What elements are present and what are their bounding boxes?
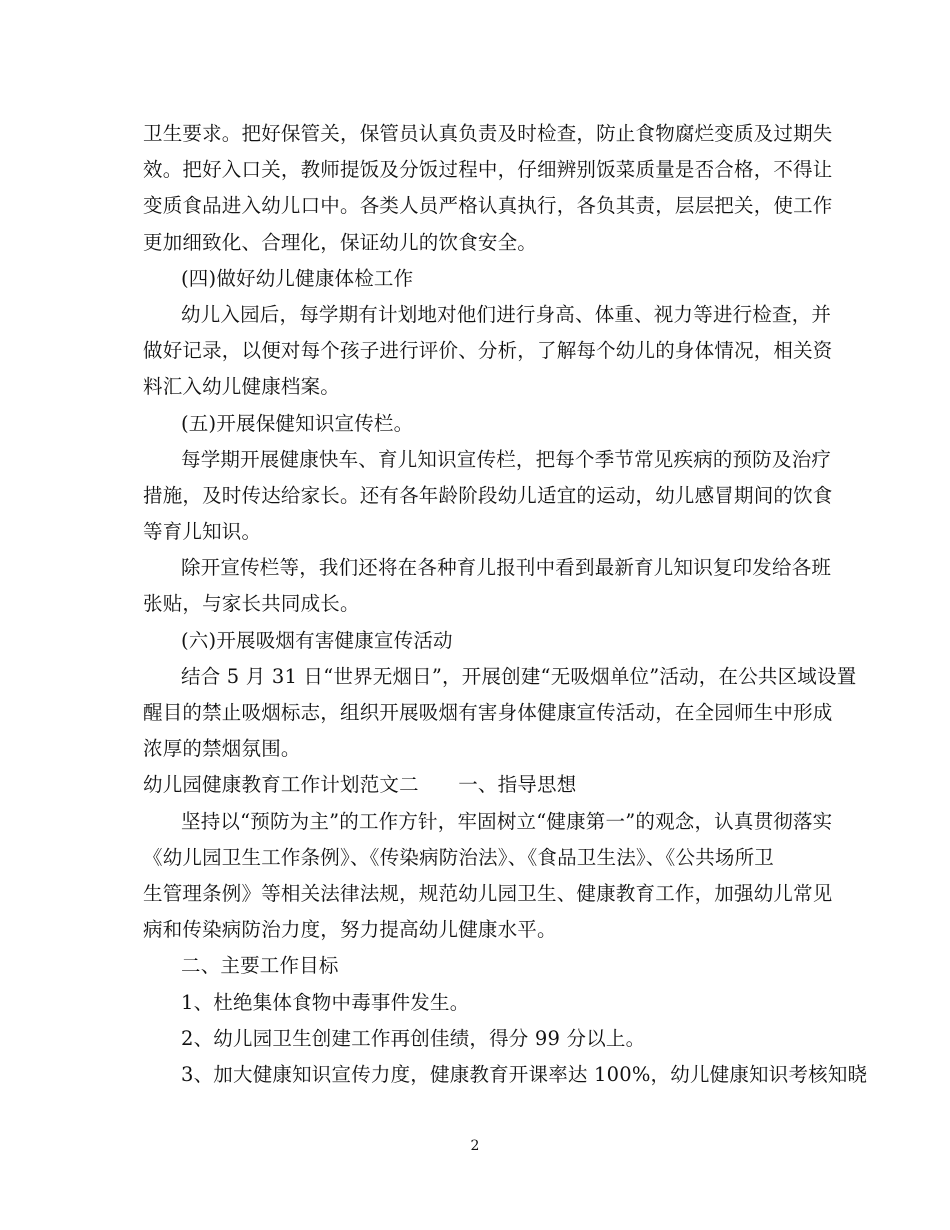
- text-line: 除开宣传栏等，我们还将在各种育儿报刊中看到最新育儿知识复印发给各班: [181, 556, 832, 580]
- text-line: 做好记录，以便对每个孩子进行评价、分析，了解每个幼儿的身体情况，相关资: [143, 339, 833, 363]
- text-line: 变质食品进入幼儿口中。各类人员严格认真执行，各负其责，层层把关，使工作: [143, 194, 833, 218]
- text-line: 等育儿知识。: [143, 520, 262, 544]
- text-line: 幼儿园健康教育工作计划范文二 一、指导思想: [143, 773, 577, 797]
- text-line: 卫生要求。把好保管关，保管员认真负责及时检查，防止食物腐烂变质及过期失: [143, 122, 833, 145]
- text-line: 更加细致化、合理化，保证幼儿的饮食安全。: [143, 230, 538, 254]
- text-line: 二、主要工作目标: [181, 954, 339, 978]
- text-line: 醒目的禁止吸烟标志，组织开展吸烟有害身体健康宣传活动，在全园师生中形成: [143, 701, 833, 724]
- text-line: 《幼儿园卫生工作条例》、《传染病防治法》、《食品卫生法》、《公共场所卫: [143, 845, 775, 869]
- text-line: 2、幼儿园卫生创建工作再创佳绩，得分 99 分以上。: [181, 1026, 646, 1050]
- text-line: (四)做好幼儿健康体检工作: [181, 266, 414, 290]
- text-line: 每学期开展健康快车、育儿知识宣传栏，把每个季节常见疾病的预防及治疗: [181, 447, 832, 471]
- text-line: 料汇入幼儿健康档案。: [143, 375, 341, 399]
- text-line: 浓厚的禁烟氛围。: [143, 737, 301, 761]
- text-line: 坚持以“预防为主”的工作方针，牢固树立“健康第一”的观念，认真贯彻落实: [181, 809, 833, 833]
- text-line: 1、杜绝集体食物中毒事件发生。: [181, 990, 470, 1014]
- text-line: 幼儿入园后，每学期有计划地对他们进行身高、体重、视力等进行检查，并: [181, 302, 832, 326]
- text-line: 结合 5 月 31 日“世界无烟日”，开展创建“无吸烟单位”活动，在公共区域设置: [181, 664, 857, 688]
- text-line: 张贴，与家长共同成长。: [143, 592, 360, 616]
- text-line: (五)开展保健知识宣传栏。: [181, 411, 414, 435]
- text-line: 措施，及时传达给家长。还有各年龄阶段幼儿适宜的运动，幼儿感冒期间的饮食: [143, 483, 833, 507]
- document-body: [143, 116, 868, 1093]
- text-line: 效。把好入口关，教师提饭及分饭过程中，仔细辨别饭菜质量是否合格，不得让: [143, 158, 833, 182]
- text-line: (六)开展吸烟有害健康宣传活动: [181, 628, 453, 652]
- text-line: 病和传染病防治力度，努力提高幼儿健康水平。: [143, 918, 557, 942]
- page-number: 2: [470, 1138, 480, 1154]
- text-line: 3、加大健康知识宣传力度，健康教育开课率达 100%，幼儿健康知识考核知晓: [181, 1062, 868, 1086]
- text-line: 生管理条例》等相关法律法规，规范幼儿园卫生、健康教育工作，加强幼儿常见: [143, 881, 833, 905]
